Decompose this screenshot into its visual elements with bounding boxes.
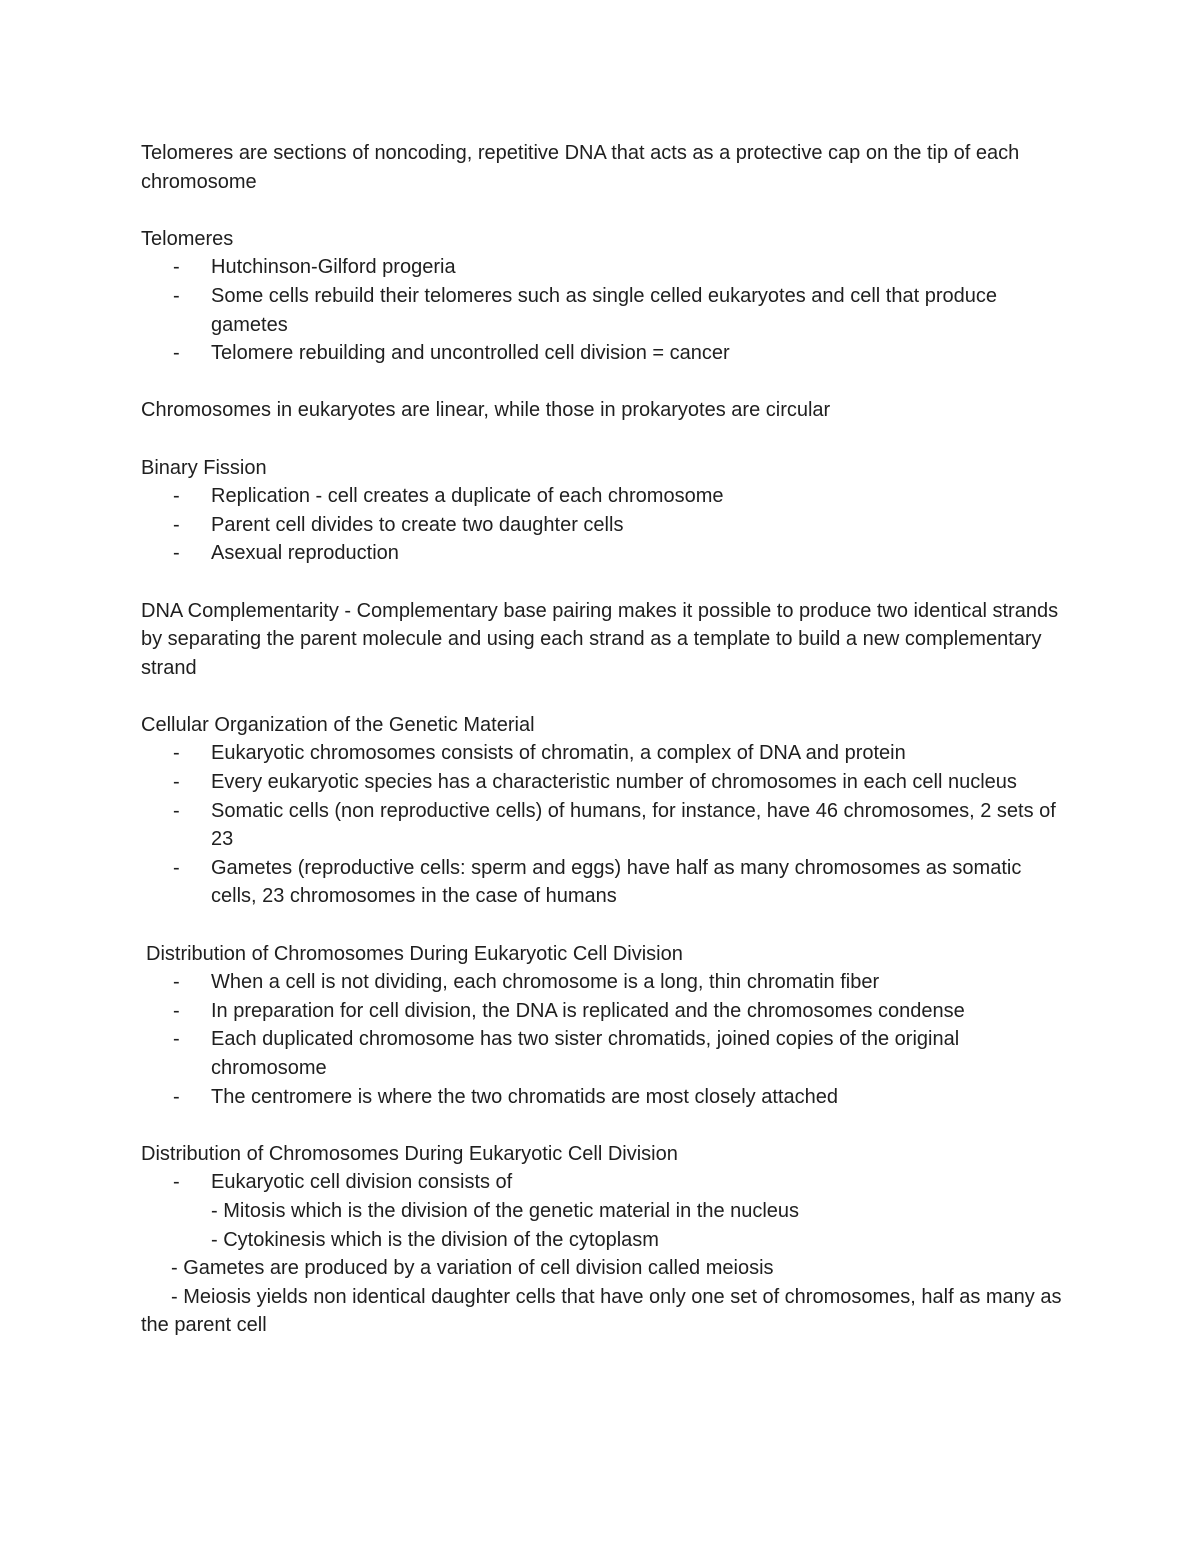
dna-complementarity-paragraph: DNA Complementarity - Complementary base pairing makes it possible to produce two identical strands by separating the parent molecule and using each strand as a template to build a new complementary strand — [141, 599, 1059, 679]
telomeres-list — [141, 253, 1066, 367]
binary-fission-list — [141, 482, 1066, 568]
list-item: - Replication - cell creates a duplicate of each chromosome — [173, 485, 724, 508]
list-item: - In preparation for cell division, the DNA is replicated and the chromosomes condense — [173, 999, 965, 1022]
chromosome-distribution-heading: Distribution of Chromosomes During Eukaryotic Cell Division — [146, 942, 683, 965]
document-page — [141, 139, 1066, 1340]
spacer — [141, 568, 1066, 597]
spacer — [141, 368, 1066, 397]
cellular-organization-list — [141, 739, 1066, 911]
cell-division-list — [141, 1168, 1066, 1197]
list-item: - Hutchinson-Gilford progeria — [173, 256, 456, 279]
chromosome-distribution-heading-2: Distribution of Chromosomes During Eukaryotic Cell Division — [141, 1142, 678, 1165]
spacer — [141, 682, 1066, 711]
cytokinesis-line: - Cytokinesis which is the division of the cytoplasm — [211, 1228, 659, 1251]
telomeres-definition: Telomeres are sections of noncoding, repetitive DNA that acts as a protective cap on the tip of each chromosome — [141, 142, 1020, 193]
list-item: - Gametes (reproductive cells: sperm and eggs) have half as many chromosomes as somatic cells, 23 chromosomes in the case of humans — [173, 856, 1022, 908]
spacer — [141, 1111, 1066, 1140]
list-item: - Somatic cells (non reproductive cells) of humans, for instance, have 46 chromosomes, 2 sets of 23 — [173, 799, 1056, 851]
chromosome-shape-note: Chromosomes in eukaryotes are linear, while those in prokaryotes are circular — [141, 399, 831, 422]
list-item: - Parent cell divides to create two daughter cells — [173, 513, 624, 536]
chromosome-distribution-list — [141, 968, 1066, 1111]
telomeres-heading: Telomeres — [141, 227, 234, 250]
gametes-meiosis-line: - Gametes are produced by a variation of cell division called meiosis — [171, 1257, 774, 1280]
meiosis-yields-line: - Meiosis yields non identical daughter cells that have only one set of chromosomes, half as many as the parent cell — [141, 1285, 1062, 1337]
mitosis-line: - Mitosis which is the division of the genetic material in the nucleus — [211, 1199, 800, 1222]
list-item: - When a cell is not dividing, each chromosome is a long, thin chromatin fiber — [173, 971, 880, 994]
list-item: - Some cells rebuild their telomeres such as single celled eukaryotes and cell that produce gametes — [173, 284, 997, 336]
list-item: - The centromere is where the two chromatids are most closely attached — [173, 1085, 838, 1108]
spacer — [141, 425, 1066, 454]
list-item: - Asexual reproduction — [173, 542, 399, 565]
list-item: - Eukaryotic cell division consists of — [173, 1171, 513, 1194]
cellular-organization-heading: Cellular Organization of the Genetic Material — [141, 713, 535, 736]
list-item: - Every eukaryotic species has a characteristic number of chromosomes in each cell nucleus — [173, 771, 1017, 794]
list-item: - Telomere rebuilding and uncontrolled cell division = cancer — [173, 342, 730, 365]
binary-fission-heading: Binary Fission — [141, 456, 267, 479]
spacer — [141, 196, 1066, 225]
list-item: - Eukaryotic chromosomes consists of chromatin, a complex of DNA and protein — [173, 742, 906, 765]
list-item: - Each duplicated chromosome has two sister chromatids, joined copies of the original chromosome — [173, 1028, 960, 1079]
spacer — [141, 911, 1066, 940]
